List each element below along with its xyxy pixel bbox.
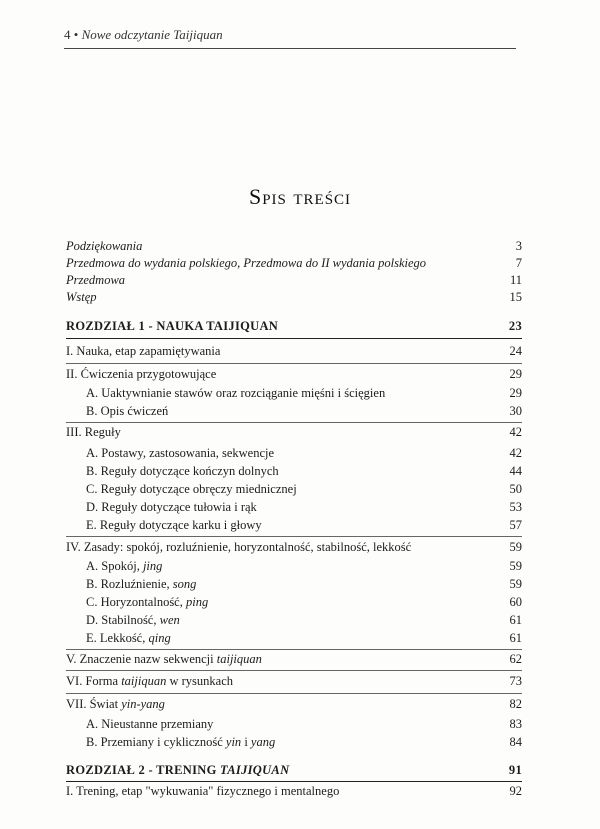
toc-chapter-1 [66, 318, 522, 334]
toc-entry-term: taijiquan [216, 652, 262, 666]
toc-entry-label [66, 651, 262, 667]
toc-section-i [66, 343, 522, 359]
toc-section-iii [66, 424, 522, 440]
toc-entry-page: 15 [509, 290, 522, 304]
toc-entry-page: 24 [509, 344, 522, 358]
toc-section-iv-b [66, 576, 522, 592]
toc-entry-page: 7 [515, 256, 522, 270]
toc-section-ii-b [66, 403, 522, 419]
toc-entry-label: Wstęp [66, 290, 97, 304]
toc-chapter-term: TAIJIQUAN [220, 763, 290, 777]
toc-chapter-prefix: ROZDZIAŁ 2 - TRENING [66, 763, 221, 777]
toc-entry-page: 92 [509, 784, 522, 798]
toc-entry-label: A. Uaktywnianie stawów oraz rozciąganie mięśni i ścięgien [86, 386, 386, 400]
toc-entry-term: qing [148, 631, 171, 645]
header-bullet: • [73, 27, 79, 42]
toc-entry-preface [66, 272, 522, 288]
toc-entry-label: Podziękowania [66, 239, 143, 253]
toc-entry-label [86, 734, 275, 750]
running-header [64, 27, 223, 43]
toc-entry-term: ping [185, 595, 209, 609]
toc-section-iv-e [66, 630, 522, 646]
toc-entry-term: yin [225, 735, 242, 749]
toc-entry-label: Przedmowa [66, 273, 126, 287]
toc-entry-prefix: B. Przemiany i cykliczność [86, 735, 226, 749]
toc-entry-prefix: E. Lekkość, [86, 631, 149, 645]
toc-section-iii-b [66, 463, 522, 479]
divider [66, 338, 522, 339]
toc-entry-label [86, 594, 208, 610]
toc-entry-page: 82 [509, 697, 522, 711]
toc-entry-page: 44 [509, 464, 522, 478]
toc-entry-page: 11 [509, 273, 522, 287]
toc-entry-page: 61 [509, 631, 522, 645]
toc-entry-label [86, 558, 162, 574]
toc-entry-prefix: C. Horyzontalność, [86, 595, 186, 609]
toc-entry-suffix: w rysunkach [166, 674, 234, 688]
toc-chapter-page: 91 [508, 763, 522, 777]
toc-entry-prefix: A. Spokój, [86, 559, 143, 573]
toc-entry-label [86, 630, 171, 646]
toc-section-iii-c [66, 481, 522, 497]
toc-section-iv-d [66, 612, 522, 628]
toc-entry-page: 57 [509, 518, 522, 532]
toc-entry-page: 29 [509, 386, 522, 400]
toc-section-iii-e [66, 517, 522, 533]
divider [66, 363, 522, 364]
header-rule [64, 48, 516, 49]
toc-entry-page: 61 [509, 613, 522, 627]
page-title: Spis treści [248, 184, 352, 209]
divider [66, 670, 522, 671]
toc-entry-label: C. Reguły dotyczące obręczy miednicznej [86, 482, 297, 496]
toc-entry-label: Przedmowa do wydania polskiego, Przedmowa do II wydania polskiego [66, 256, 427, 270]
toc-entry-term: song [172, 577, 197, 591]
toc-entry-term: yin-yang [121, 697, 165, 711]
toc-entry-label: I. Nauka, etap zapamiętywania [66, 344, 221, 358]
header-page-number: 4 [64, 27, 71, 42]
toc-entry-introduction [66, 289, 522, 305]
toc-entry-label: A. Nieustanne przemiany [86, 717, 214, 731]
divider [66, 781, 522, 782]
toc-entry-label: A. Postawy, zastosowania, sekwencje [86, 446, 275, 460]
toc-entry-page: 50 [509, 482, 522, 496]
toc-section-vii-a [66, 716, 522, 732]
toc-entry-prefix: D. Stabilność, [86, 613, 160, 627]
toc-entry-mid: i [241, 735, 251, 749]
toc-section-ii [66, 366, 522, 382]
divider [66, 536, 522, 537]
toc-entry-prefix: VI. Forma [66, 674, 122, 688]
toc-entry-label [66, 696, 165, 712]
toc-entry-page: 30 [509, 404, 522, 418]
toc-section-iv [66, 539, 522, 555]
toc-entry-page: 3 [515, 239, 522, 253]
toc-section-v [66, 651, 522, 667]
toc-section-iii-a [66, 445, 522, 461]
toc-section-vi [66, 673, 522, 689]
toc-entry-label: II. Ćwiczenia przygotowujące [66, 367, 217, 381]
toc-section-ch2-i [66, 783, 522, 799]
toc-entry-page: 59 [509, 559, 522, 573]
toc-section-ii-a [66, 385, 522, 401]
toc-entry-label: D. Reguły dotyczące tułowia i rąk [86, 500, 257, 514]
toc-entry-page: 59 [509, 577, 522, 591]
toc-entry-label [86, 612, 180, 628]
toc-chapter-label: ROZDZIAŁ 1 - NAUKA TAIJIQUAN [66, 319, 279, 333]
toc-chapter-2 [66, 762, 522, 778]
toc-entry-page: 84 [509, 735, 522, 749]
toc-section-iv-c [66, 594, 522, 610]
toc-entry-prefix: B. Rozluźnienie, [86, 577, 173, 591]
toc-entry-polish-prefaces [66, 255, 522, 271]
toc-entry-page: 53 [509, 500, 522, 514]
toc-entry-label: B. Reguły dotyczące kończyn dolnych [86, 464, 279, 478]
toc-entry-label [86, 576, 196, 592]
toc-entry-page: 73 [509, 674, 522, 688]
toc-section-iv-a [66, 558, 522, 574]
toc-entry-term: yang [250, 735, 276, 749]
toc-entry-label: B. Opis ćwiczeń [86, 404, 169, 418]
toc-entry-page: 62 [509, 652, 522, 666]
toc-entry-page: 59 [509, 540, 522, 554]
toc-entry-page: 29 [509, 367, 522, 381]
toc-chapter-page: 23 [508, 319, 522, 333]
toc-entry-acknowledgements [66, 238, 522, 254]
toc-entry-page: 42 [509, 425, 522, 439]
toc-entry-term: taijiquan [121, 674, 167, 688]
toc-entry-prefix: VII. Świat [66, 697, 122, 711]
toc-entry-page: 83 [509, 717, 522, 731]
toc-entry-label: III. Reguły [66, 425, 121, 439]
divider [66, 649, 522, 650]
toc-entry-term: jing [142, 559, 163, 573]
header-running-title: Nowe odczytanie Taijiquan [81, 27, 223, 42]
toc-entry-page: 42 [509, 446, 522, 460]
toc-section-vii-b [66, 734, 522, 750]
toc-chapter-label [66, 762, 289, 778]
toc-entry-label [66, 673, 233, 689]
toc-entry-label: E. Reguły dotyczące karku i głowy [86, 518, 262, 532]
toc-entry-page: 60 [509, 595, 522, 609]
toc-section-vii [66, 696, 522, 712]
divider [66, 422, 522, 423]
toc-section-iii-d [66, 499, 522, 515]
toc-entry-prefix: V. Znaczenie nazw sekwencji [66, 652, 217, 666]
divider [66, 693, 522, 694]
toc-entry-label: IV. Zasady: spokój, rozluźnienie, horyzontalność, stabilność, lekkość [66, 540, 412, 554]
toc-entry-term: wen [159, 613, 180, 627]
toc-entry-label: I. Trening, etap "wykuwania" fizycznego i mentalnego [66, 784, 340, 798]
